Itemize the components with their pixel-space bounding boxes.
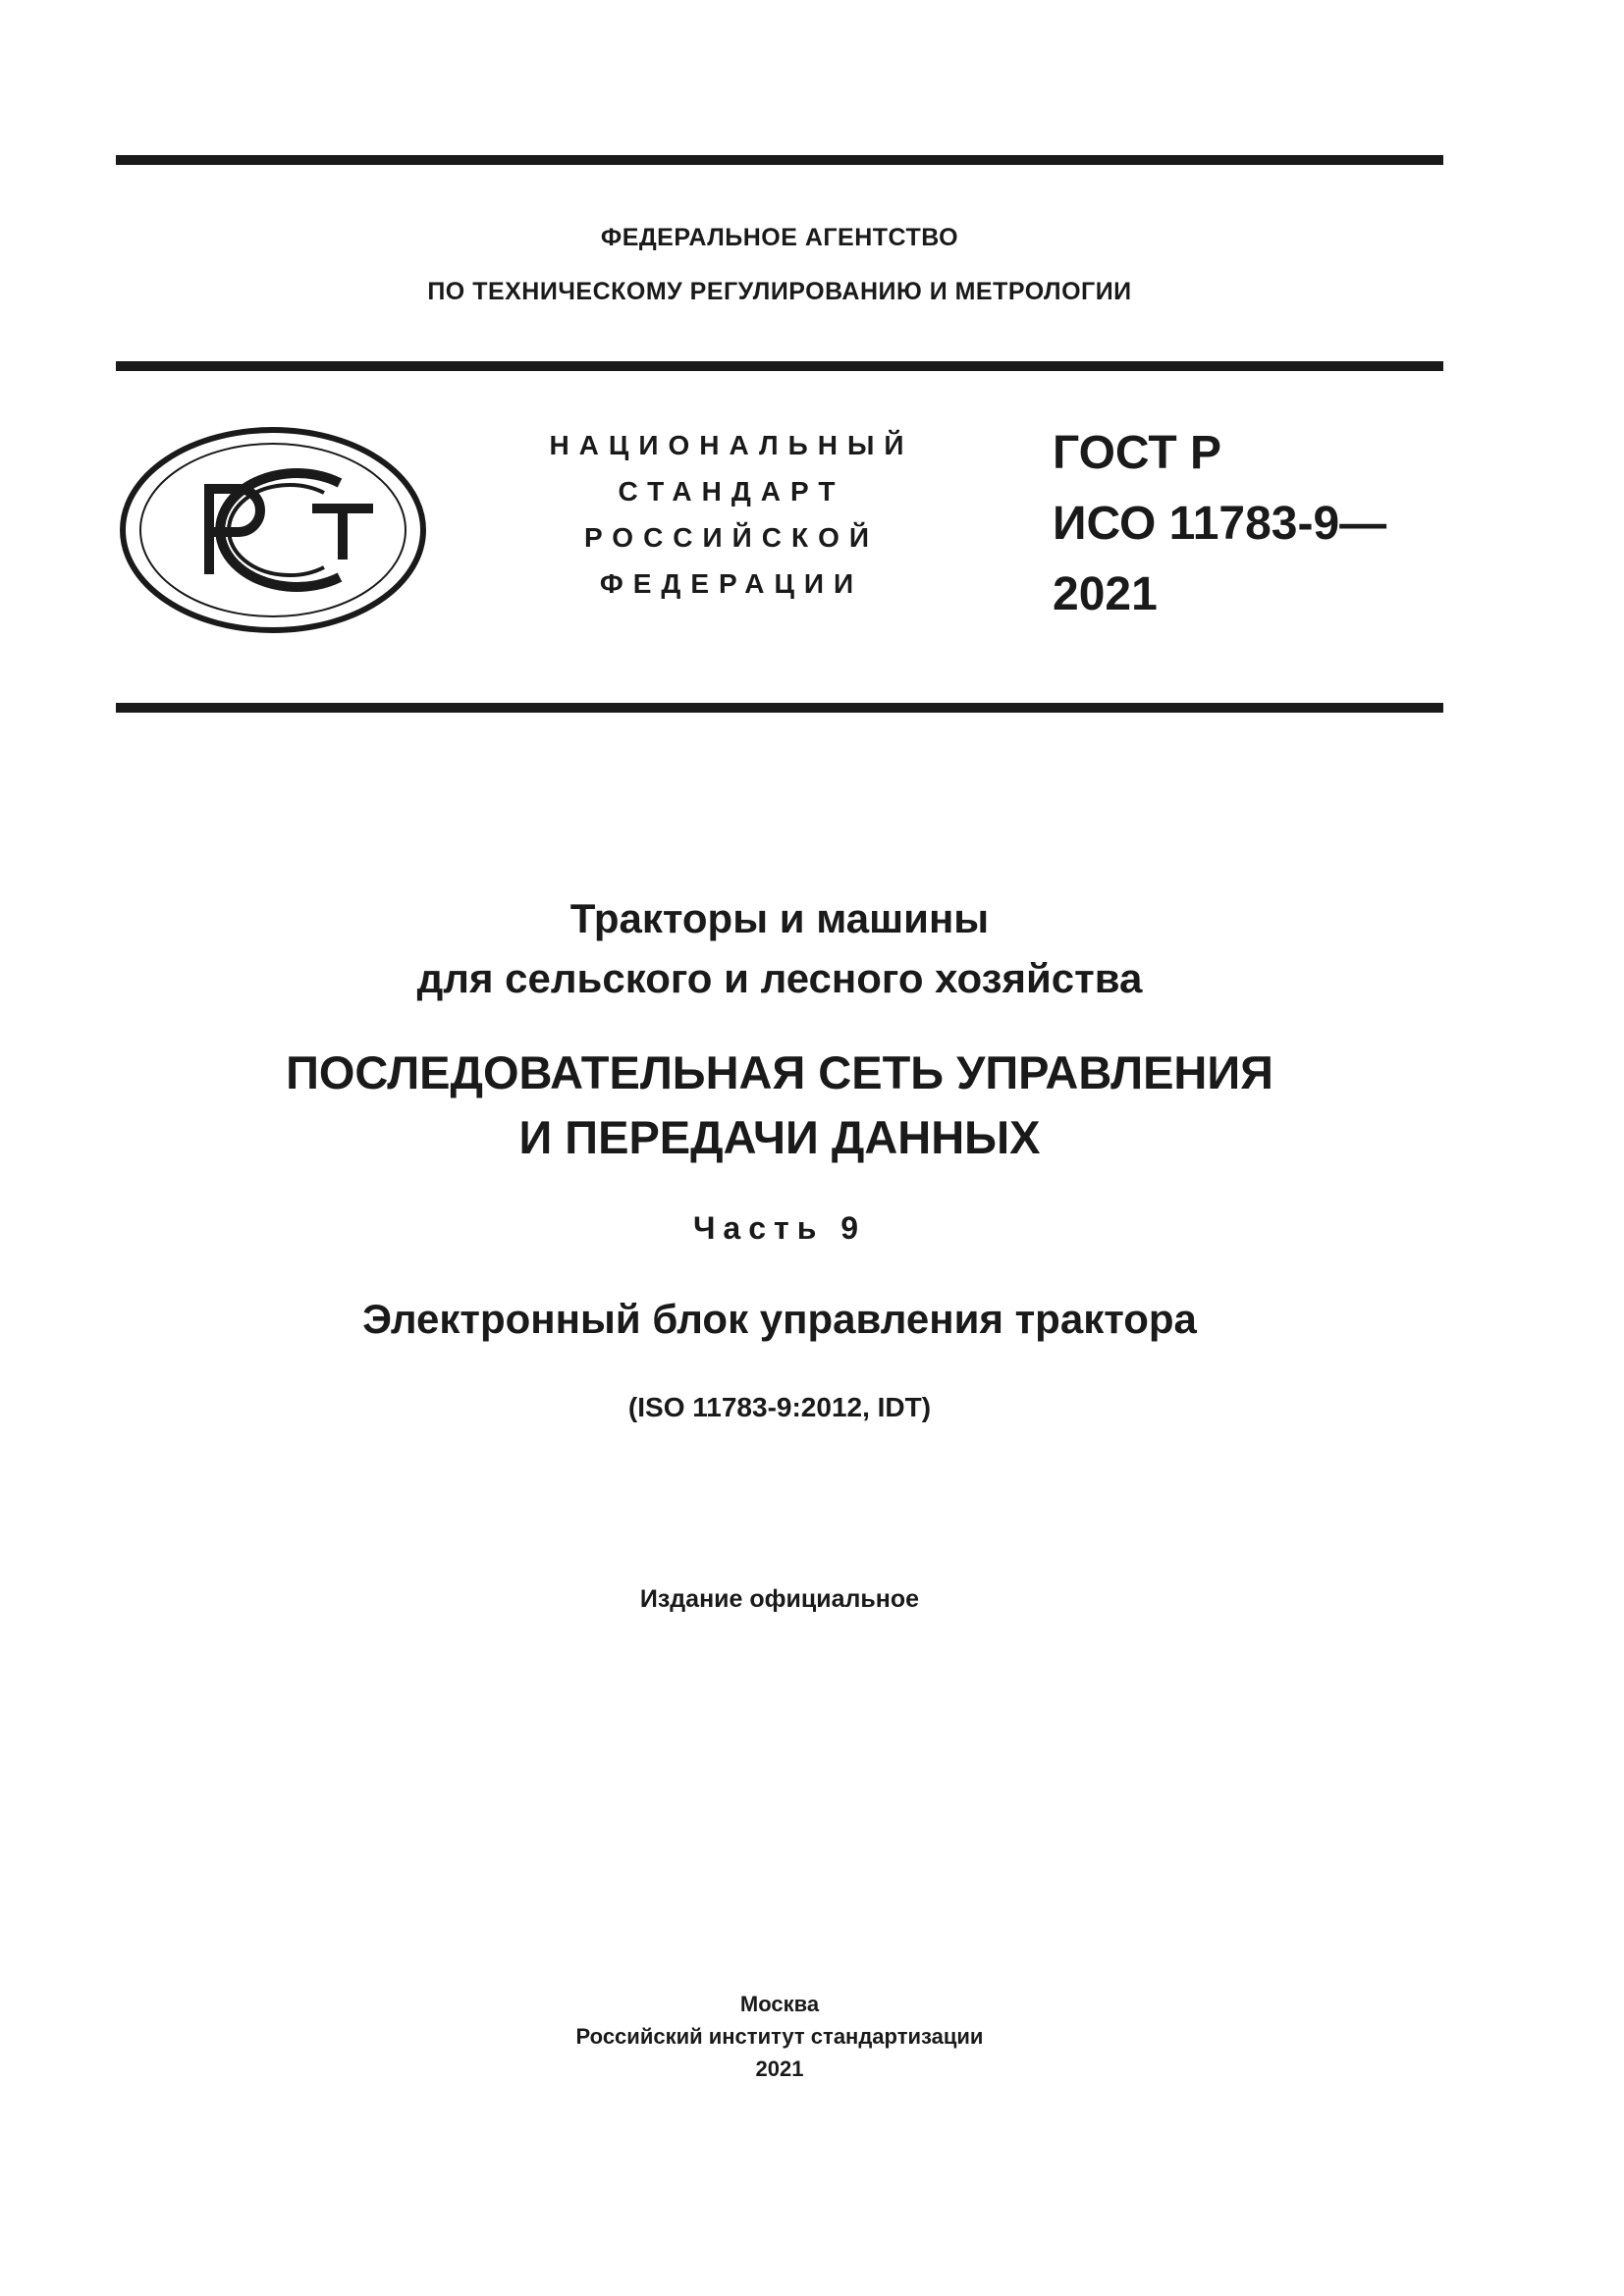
imprint (116, 1988, 1443, 2085)
part-number: Часть 9 (692, 1210, 867, 1246)
top-rule (116, 155, 1443, 165)
national-line-1: НАЦИОНАЛЬНЫЙ (549, 430, 914, 460)
imprint-year: 2021 (755, 2056, 804, 2081)
national-standard-block (491, 422, 972, 607)
header-rule (116, 361, 1443, 371)
national-line-4: ФЕДЕРАЦИИ (599, 568, 864, 599)
designation-line-3: 2021 (1053, 568, 1158, 620)
designation-line-1: ГОСТ Р (1053, 427, 1222, 479)
main-title (116, 1041, 1443, 1170)
edition-note: Издание официальное (639, 1585, 920, 1613)
part-title: Электронный блок управления трактора (362, 1296, 1197, 1342)
imprint-city: Москва (739, 1992, 820, 2016)
designation-line-2: ИСО 11783-9— (1053, 498, 1387, 550)
agency-line-1: ФЕДЕРАЛЬНОЕ АГЕНТСТВО (600, 224, 959, 251)
main-title-line-1: ПОСЛЕДОВАТЕЛЬНАЯ СЕТЬ УПРАВЛЕНИЯ (286, 1046, 1273, 1098)
main-title-line-2: И ПЕРЕДАЧИ ДАННЫХ (518, 1111, 1041, 1163)
rst-logo-icon (116, 422, 430, 638)
title-block-rule (116, 703, 1443, 713)
national-line-2: СТАНДАРТ (618, 476, 845, 507)
subject-line-1: Тракторы и машины (569, 895, 990, 941)
national-line-3: РОССИЙСКОЙ (584, 522, 879, 553)
standard-designation (1053, 418, 1386, 630)
iso-reference: (ISO 11783-9:2012, IDT) (627, 1392, 932, 1422)
imprint-publisher: Российский институт стандартизации (575, 2024, 984, 2049)
subject-title (116, 888, 1443, 1008)
agency-line-2: ПО ТЕХНИЧЕСКОМУ РЕГУЛИРОВАНИЮ И МЕТРОЛОГИИ (427, 278, 1132, 305)
subject-line-2: для сельского и лесного хозяйства (416, 955, 1143, 1001)
